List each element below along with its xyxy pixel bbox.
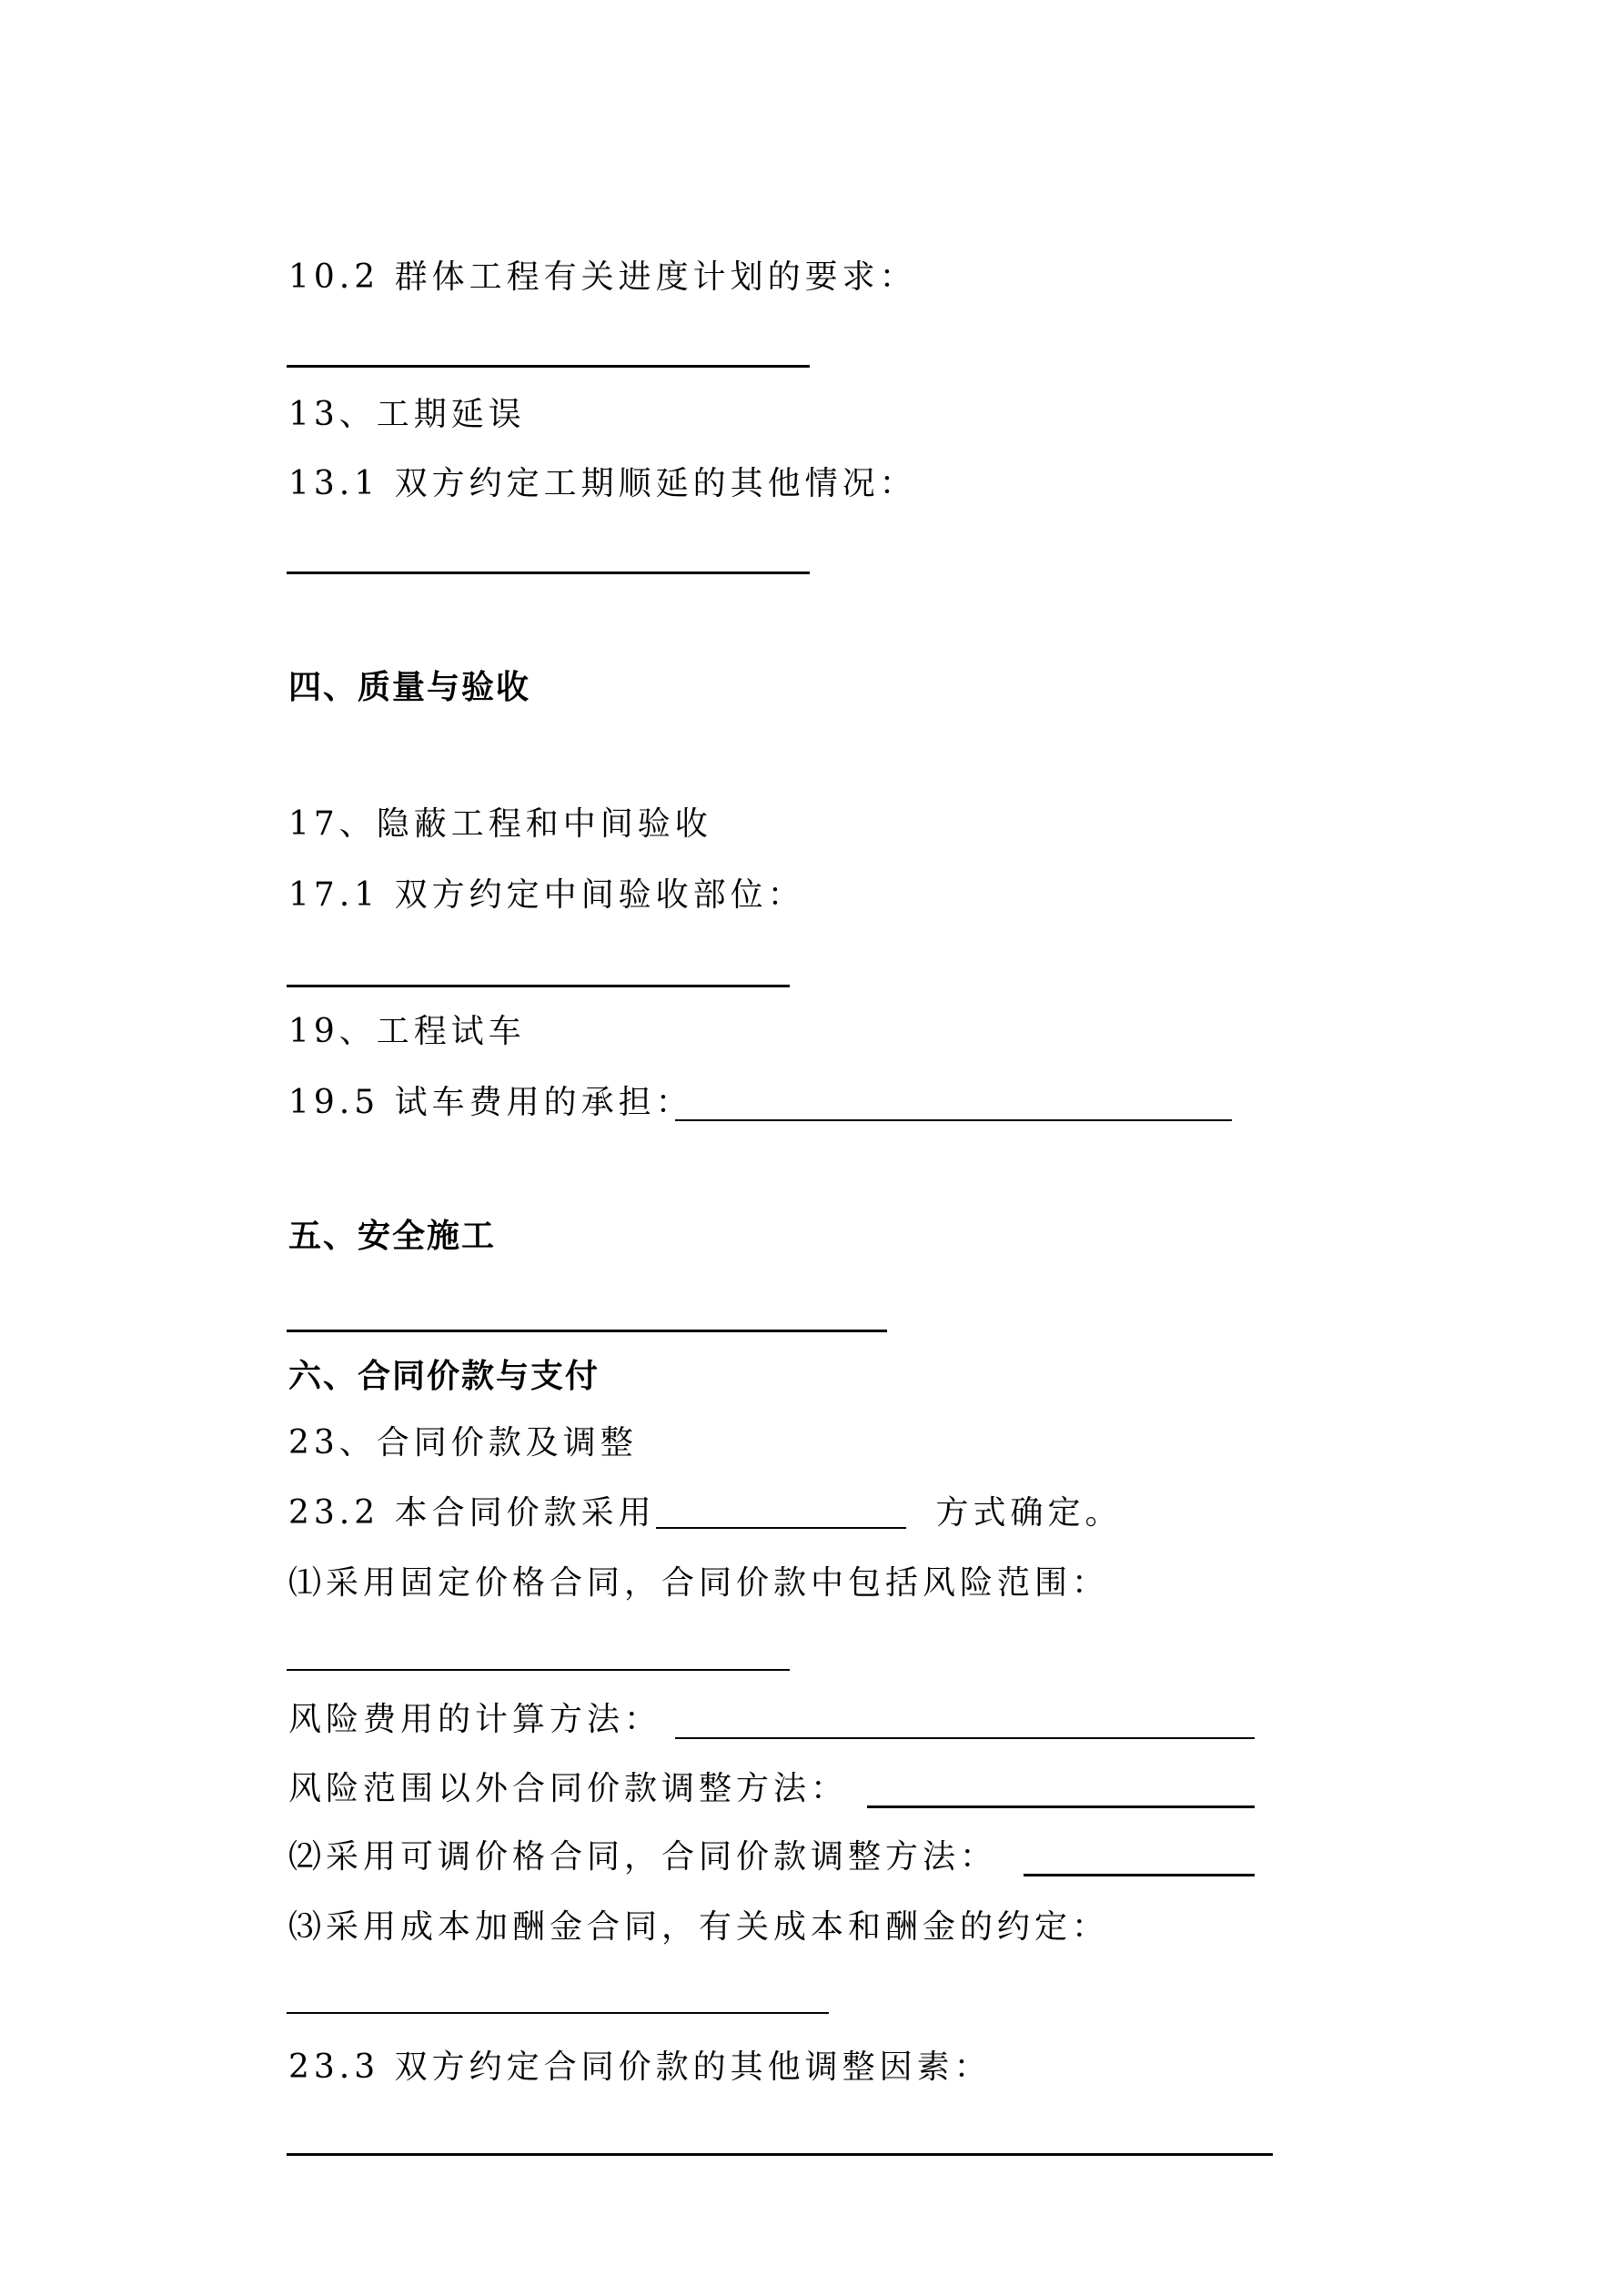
fill-blank-part-5 — [287, 1330, 887, 1332]
option-3-cost-plus: ⑶采用成本加酬金合同，有关成本和酬金的约定： — [288, 1908, 1110, 1946]
clause-19-5: 19.5 试车费用的承担： — [288, 1084, 693, 1121]
part-4-heading: 四、质量与验收 — [288, 669, 531, 706]
fill-blank-13-1 — [287, 571, 810, 574]
fill-blank-cost-plus — [287, 2012, 829, 2014]
fill-blank-risk-outside — [867, 1805, 1255, 1808]
clause-23-2-suffix: 方式确定。 — [935, 1494, 1123, 1532]
clause-23-2 — [288, 1492, 1123, 1534]
section-19-heading: 19、工程试车 — [288, 1013, 526, 1050]
option-2-adjustable-price: ⑵采用可调价格合同，合同价款调整方法： — [288, 1838, 998, 1876]
option-1-fixed-price: ⑴采用固定价格合同，合同价款中包括风险范围： — [288, 1564, 1110, 1602]
fill-blank-adjustable-method — [1024, 1874, 1255, 1876]
section-17-heading: 17、隐蔽工程和中间验收 — [288, 805, 712, 843]
section-13-heading: 13、工期延误 — [288, 396, 526, 433]
fill-blank-23-2-method — [656, 1494, 906, 1529]
risk-cost-method: 风险费用的计算方法： — [288, 1701, 662, 1738]
fill-blank-23-3 — [287, 2153, 1273, 2156]
part-5-heading: 五、安全施工 — [288, 1218, 497, 1255]
fill-blank-risk-cost-method — [675, 1737, 1255, 1739]
clause-23-2-prefix: 23.2 本合同价款采用 — [288, 1494, 656, 1532]
clause-17-1: 17.1 双方约定中间验收部位： — [288, 876, 805, 914]
fill-blank-10-2 — [287, 365, 810, 368]
fill-blank-19-5 — [675, 1119, 1232, 1121]
risk-outside-adjust-method: 风险范围以外合同价款调整方法： — [288, 1770, 849, 1807]
section-23-heading: 23、合同价款及调整 — [288, 1424, 638, 1462]
clause-10-2: 10.2 群体工程有关进度计划的要求： — [288, 258, 917, 296]
part-6-heading: 六、合同价款与支付 — [288, 1358, 600, 1395]
fill-blank-17-1 — [287, 985, 790, 987]
fill-blank-risk-scope — [287, 1669, 790, 1671]
clause-13-1: 13.1 双方约定工期顺延的其他情况： — [288, 465, 917, 502]
clause-23-3: 23.3 双方约定合同价款的其他调整因素： — [288, 2048, 992, 2086]
